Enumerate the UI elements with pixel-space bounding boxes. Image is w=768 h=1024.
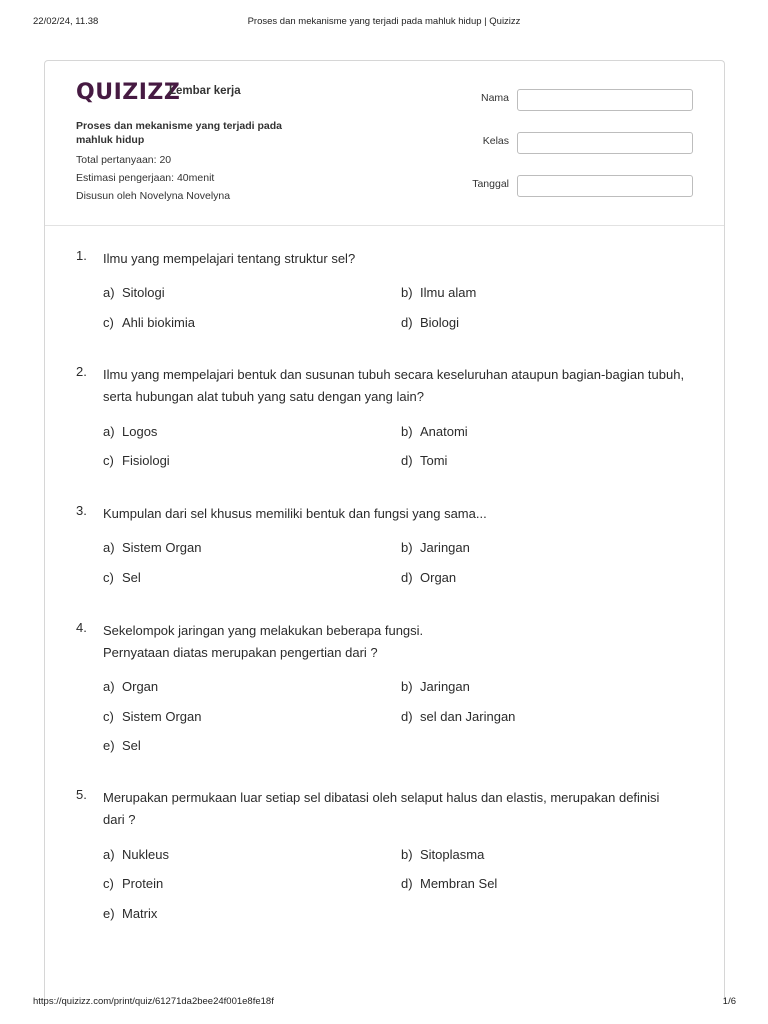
- question-number: 5.: [76, 787, 87, 802]
- option-5a: a) Nukleus: [103, 847, 169, 862]
- question-text: Ilmu yang mempelajari bentuk dan susunan tubuh secara keseluruhan ataupun bagian-bagian tubuh, serta hubungan alat tubuh yang satu dengan yang lain?: [103, 367, 685, 404]
- date-label: Tanggal: [472, 178, 509, 190]
- date-field[interactable]: [517, 175, 693, 197]
- quiz-info: [76, 119, 316, 205]
- quizizz-logo: QUIZIZZ: [76, 80, 181, 105]
- question-number: 4.: [76, 620, 87, 635]
- class-label: Kelas: [482, 135, 509, 147]
- print-footer: [0, 996, 768, 1010]
- question-text: Ilmu yang mempelajari tentang struktur sel?: [103, 251, 356, 266]
- question-number: 3.: [76, 503, 87, 518]
- name-label: Nama: [480, 92, 509, 104]
- print-header: [0, 16, 768, 30]
- worksheet: [44, 60, 725, 1001]
- author: Disusun oleh Novelyna Novelyna: [76, 190, 231, 202]
- option-1a: a) Sitologi: [103, 285, 165, 300]
- worksheet-label: Lembar kerja: [169, 85, 241, 97]
- question-text: Kumpulan dari sel khusus memiliki bentuk dan fungsi yang sama...: [103, 506, 487, 521]
- print-url: https://quizizz.com/print/quiz/61271da2bee24f001e8fe18f: [33, 996, 274, 1007]
- option-5b: b) Sitoplasma: [401, 847, 485, 862]
- option-1b: b) Ilmu alam: [401, 285, 477, 300]
- option-4c: c) Sistem Organ: [103, 709, 202, 724]
- print-datetime: 22/02/24, 11.38: [33, 16, 99, 27]
- total-questions: Total pertanyaan: 20: [76, 154, 172, 166]
- option-2c: c) Fisiologi: [103, 453, 170, 468]
- option-3d: d) Organ: [401, 570, 457, 585]
- option-2d: d) Tomi: [401, 453, 448, 468]
- estimated-time: Estimasi pengerjaan: 40menit: [76, 172, 215, 184]
- worksheet-header: [45, 61, 724, 226]
- option-4b: b) Jaringan: [401, 679, 470, 694]
- option-1d: d) Biologi: [401, 315, 460, 330]
- name-field[interactable]: [517, 89, 693, 111]
- option-4a: a) Organ: [103, 679, 159, 694]
- option-5c: c) Protein: [103, 876, 164, 891]
- option-2a: a) Logos: [103, 424, 158, 439]
- print-document-title: Proses dan mekanisme yang terjadi pada mahluk hidup | Quizizz: [247, 16, 521, 27]
- question-text: Merupakan permukaan luar setiap sel dibatasi oleh selaput halus dan elastis, merupakan definisi dari ?: [103, 790, 660, 827]
- question-number: 2.: [76, 364, 87, 379]
- question-text: Sekelompok jaringan yang melakukan beberapa fungsi.: [103, 623, 424, 638]
- option-5e: e) Matrix: [103, 906, 158, 921]
- question-text-line-2: Pernyataan diatas merupakan pengertian dari ?: [103, 645, 378, 660]
- option-4e: e) Sel: [103, 738, 141, 753]
- class-field[interactable]: [517, 132, 693, 154]
- option-5d: d) Membran Sel: [401, 876, 498, 891]
- option-4d: d) sel dan Jaringan: [401, 709, 516, 724]
- question-number: 1.: [76, 248, 87, 263]
- option-2b: b) Anatomi: [401, 424, 468, 439]
- quiz-title: Proses dan mekanisme yang terjadi pada mahluk hidup: [76, 120, 283, 146]
- option-3b: b) Jaringan: [401, 540, 470, 555]
- option-1c: c) Ahli biokimia: [103, 315, 195, 330]
- option-3a: a) Sistem Organ: [103, 540, 202, 555]
- page-number: 1/6: [722, 996, 736, 1007]
- option-3c: c) Sel: [103, 570, 141, 585]
